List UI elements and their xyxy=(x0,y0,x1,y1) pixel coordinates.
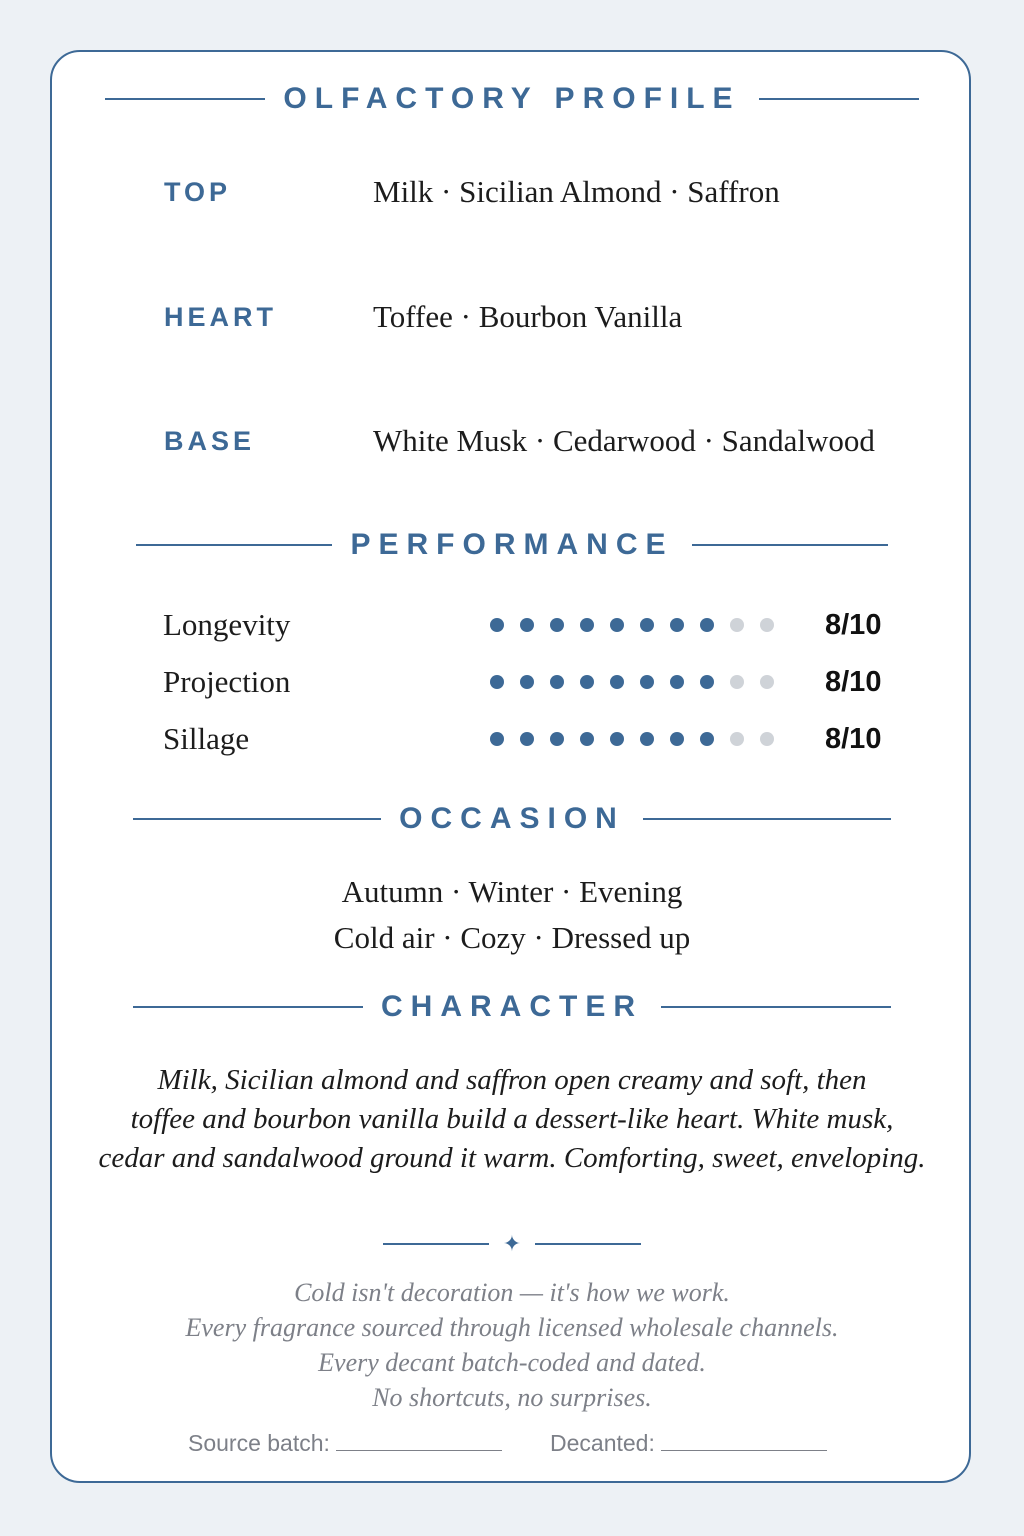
decanted-label: Decanted: xyxy=(550,1430,655,1456)
perf-label: Sillage xyxy=(163,721,250,756)
source-batch-label: Source batch: xyxy=(188,1430,330,1456)
note-label-base: BASE xyxy=(164,426,256,456)
rating-dot-filled xyxy=(670,732,684,746)
rating-dot-empty xyxy=(730,618,744,632)
perf-score: 8/10 xyxy=(825,609,882,641)
note-label-top: TOP xyxy=(164,177,232,207)
heading-rule-left xyxy=(136,544,332,546)
note-row-heart xyxy=(0,297,1024,337)
rating-dot-filled xyxy=(490,732,504,746)
footer-line-3: Every decant batch-coded and dated. xyxy=(318,1348,706,1377)
rating-dot-filled xyxy=(580,732,594,746)
heading-rule-right xyxy=(661,1006,891,1008)
note-value-base: White Musk · Cedarwood · Sandalwood xyxy=(373,423,875,458)
rating-dot-filled xyxy=(610,675,624,689)
occasion-line-2: Cold air · Cozy · Dressed up xyxy=(333,920,691,955)
decanted-blank xyxy=(661,1428,827,1451)
rating-dot-filled xyxy=(670,675,684,689)
character-line-3: cedar and sandalwood ground it warm. Comforting, sweet, enveloping. xyxy=(98,1142,926,1174)
character-title: CHARACTER xyxy=(381,990,643,1023)
olfactory-heading xyxy=(0,82,1024,116)
perf-label: Longevity xyxy=(163,607,291,642)
rating-dot-filled xyxy=(700,675,714,689)
perf-row-sillage xyxy=(0,717,1024,761)
heading-rule-left xyxy=(105,98,265,100)
perf-label: Projection xyxy=(163,664,291,699)
rating-dot-filled xyxy=(550,618,564,632)
rating-dots xyxy=(490,675,774,689)
star-divider xyxy=(0,1232,1024,1256)
rating-dot-filled xyxy=(640,618,654,632)
character-description xyxy=(40,1061,984,1178)
rating-dot-empty xyxy=(760,675,774,689)
heading-rule-right xyxy=(643,818,891,820)
rating-dot-filled xyxy=(550,732,564,746)
heading-rule-right xyxy=(759,98,919,100)
rating-dot-filled xyxy=(520,732,534,746)
rating-dot-filled xyxy=(520,618,534,632)
source-batch-field xyxy=(188,1426,502,1460)
note-value-heart: Toffee · Bourbon Vanilla xyxy=(373,299,683,334)
rating-dot-filled xyxy=(490,618,504,632)
occasion-title: OCCASION xyxy=(399,802,625,835)
perf-row-projection xyxy=(0,660,1024,704)
character-line-2: toffee and bourbon vanilla build a dessert-like heart. White musk, xyxy=(130,1103,894,1135)
character-heading xyxy=(0,990,1024,1024)
rating-dot-empty xyxy=(760,732,774,746)
note-row-base xyxy=(0,421,1024,461)
rating-dot-filled xyxy=(550,675,564,689)
sparkle-icon: ✦ xyxy=(502,1231,522,1256)
rating-dot-empty xyxy=(730,675,744,689)
footer-line-4: No shortcuts, no surprises. xyxy=(372,1383,652,1412)
occasion-line-1: Autumn · Winter · Evening xyxy=(341,874,683,909)
rating-dot-filled xyxy=(670,618,684,632)
batch-fields xyxy=(0,1426,1024,1460)
rating-dots xyxy=(490,732,774,746)
footer-line-2: Every fragrance sourced through licensed wholesale channels. xyxy=(185,1313,839,1342)
rating-dot-filled xyxy=(700,618,714,632)
perf-score: 8/10 xyxy=(825,666,882,698)
rating-dot-empty xyxy=(760,618,774,632)
perf-row-longevity xyxy=(0,603,1024,647)
source-batch-blank xyxy=(336,1428,502,1451)
rating-dot-filled xyxy=(490,675,504,689)
divider-rule-left xyxy=(383,1243,489,1245)
note-row-top xyxy=(0,172,1024,212)
performance-title: PERFORMANCE xyxy=(350,528,674,561)
rating-dot-empty xyxy=(730,732,744,746)
rating-dot-filled xyxy=(580,675,594,689)
footer-line-1: Cold isn't decoration — it's how we work. xyxy=(294,1278,730,1307)
rating-dot-filled xyxy=(700,732,714,746)
rating-dot-filled xyxy=(640,675,654,689)
rating-dots xyxy=(490,618,774,632)
heading-rule-left xyxy=(133,1006,363,1008)
rating-dot-filled xyxy=(640,732,654,746)
rating-dot-filled xyxy=(610,618,624,632)
rating-dot-filled xyxy=(580,618,594,632)
character-line-1: Milk, Sicilian almond and saffron open creamy and soft, then xyxy=(157,1064,867,1096)
olfactory-title: OLFACTORY PROFILE xyxy=(283,82,741,115)
heading-rule-right xyxy=(692,544,888,546)
rating-dot-filled xyxy=(610,732,624,746)
rating-dot-filled xyxy=(520,675,534,689)
note-value-top: Milk · Sicilian Almond · Saffron xyxy=(373,174,780,209)
profile-card xyxy=(50,50,971,1483)
note-label-heart: HEART xyxy=(164,302,277,332)
occasion-heading xyxy=(0,802,1024,836)
heading-rule-left xyxy=(133,818,381,820)
divider-rule-right xyxy=(535,1243,641,1245)
performance-heading xyxy=(0,528,1024,562)
decanted-field xyxy=(550,1426,827,1460)
perf-score: 8/10 xyxy=(825,723,882,755)
